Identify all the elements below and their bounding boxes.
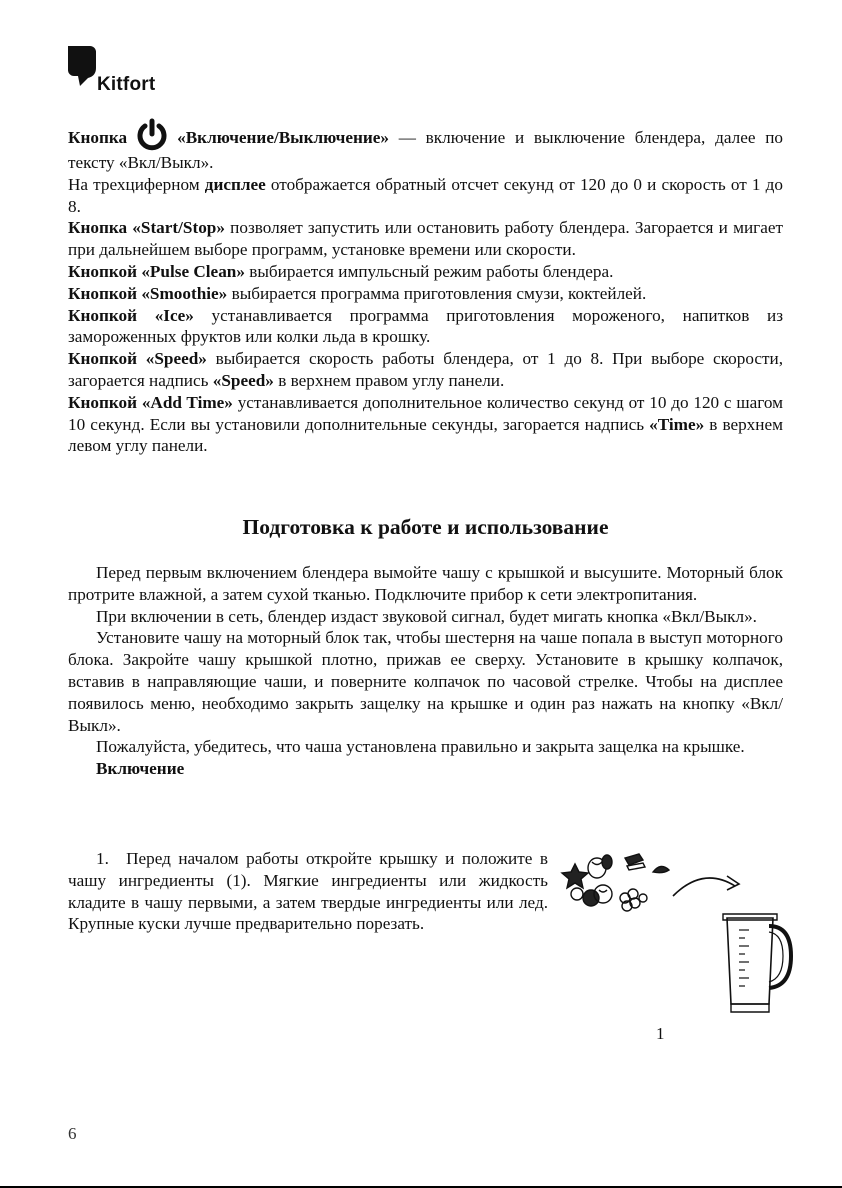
brand-name: Kitfort: [97, 74, 156, 95]
button-descriptions: [68, 118, 783, 457]
subheading: Включение: [96, 759, 185, 779]
paragraph: При включении в сеть, блендер издаст звуковой сигнал, будет мигать кнопка «Вкл/Выкл».: [96, 606, 757, 626]
desc-power-button: Кнопка «Включение/Выключение» — включение и выключение блендера, далее по тексту «Вкл/Выкл».: [68, 118, 783, 174]
page-number: 6: [68, 1124, 77, 1143]
desc-start-stop: Кнопка «Start/Stop» позволяет запустить или остановить работу блендера. Загорается и мигает при дальнейшем выборе программ, установке времени или скорости.: [68, 218, 783, 260]
desc-speed: Кнопкой «Speed» выбирается скорость работы блендера, от 1 до 8. При выборе скорости, загорается надпись «Speed» в верхнем правом углу панели.: [68, 349, 783, 390]
step-1: [68, 848, 548, 935]
desc-add-time: Кнопкой «Add Time» устанавливается дополнительное количество секунд от 10 до 120 с шагом 10 секунд. Если вы установили дополнительные секунды, загорается надпись «Time» в верхнем левом углу панели.: [68, 392, 783, 456]
desc-ice: Кнопкой «Ice» устанавливается программа приготовления мороженого, напитков из замороженных фруктов или колки льда в крошку.: [68, 305, 783, 347]
blender-ingredients-illustration: [555, 846, 795, 1016]
power-icon: [135, 118, 169, 152]
step-1-text: 1. Перед началом работы откройте крышку и положите в чашу ингредиенты (1). Мягкие ингредиенты или жидкость кладите в чашу первыми, а затем твердые ингредиенты или лед. Крупные куски лучше предварительно порезать.: [68, 849, 548, 934]
figure-number: 1: [656, 1024, 665, 1043]
section-body: [68, 562, 783, 780]
paragraph: Пожалуйста, убедитесь, что чаша установлена правильно и закрыта защелка на крышке.: [96, 737, 745, 757]
paragraph: Перед первым включением блендера вымойте чашу с крышкой и высушите. Моторный блок протрите влажной, а затем сухой тканью. Подключите прибор к сети электропитания.: [68, 563, 783, 604]
desc-smoothie: Кнопкой «Smoothie» выбирается программа приготовления смузи, коктейлей.: [68, 283, 647, 303]
section-title: Подготовка к работе и использование: [242, 515, 609, 539]
paragraph: Установите чашу на моторный блок так, чтобы шестерня на чаше попала в выступ моторного блока. Закройте чашу крышкой плотно, прижав ее сверху. Установите в крышку колпачок, вставив в направляющие чаши, и поверните колпачок по часовой стрелке. Чтобы на дисплее появилось меню, необходимо закрыть защелку на крышке и один раз нажать на кнопку «Вкл/Выкл».: [68, 628, 783, 735]
desc-pulse-clean: Кнопкой «Pulse Clean» выбирается импульсный режим работы блендера.: [68, 261, 614, 281]
desc-display: На трехциферном дисплее отображается обратный отсчет секунд от 120 до 0 и скорость от 1 до 8.: [68, 174, 783, 216]
